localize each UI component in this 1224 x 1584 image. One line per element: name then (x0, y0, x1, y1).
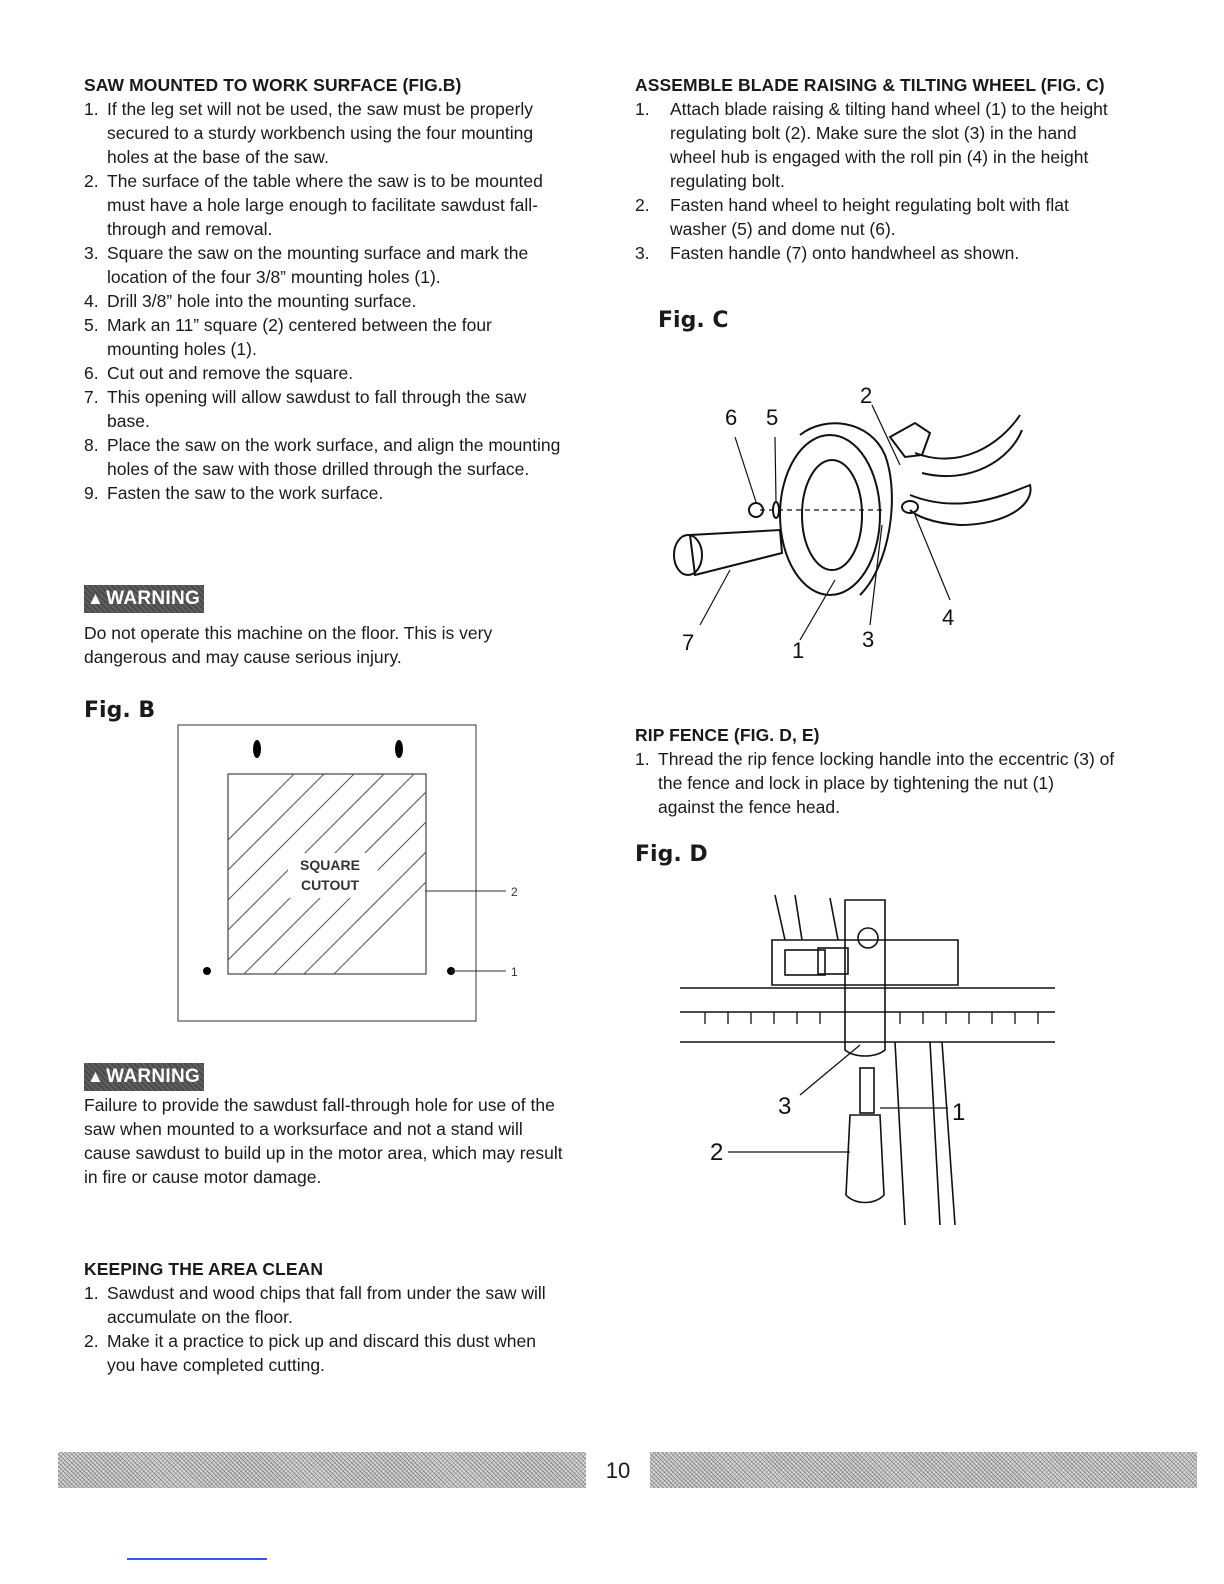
list-item: 3. Square the saw on the mounting surface and mark the location of the four 3/8” mounting holes (1). (84, 243, 529, 287)
list-item: 5. Mark an 11” square (2) centered between the four mounting holes (1). (84, 315, 492, 359)
footer-bar-right (650, 1452, 1197, 1488)
list-item: 6. Cut out and remove the square. (84, 363, 354, 383)
right-column (635, 74, 1115, 265)
callout-2: 2 (860, 383, 873, 408)
warning-badge: ▲ WARNING (84, 1063, 204, 1091)
list-item: 2. The surface of the table where the saw is to be mounted must have a hole large enough to facilitate sawdust fall-through and removal. (84, 171, 543, 239)
wheel-steps (635, 97, 1115, 265)
callout-7: 7 (682, 630, 695, 655)
mounting-hole (395, 740, 403, 758)
callout-1: 1 (792, 638, 805, 663)
mounting-hole (203, 967, 211, 975)
fig-b-diagram (170, 718, 540, 1028)
fence-body (845, 900, 885, 1056)
mounting-hole (253, 740, 261, 758)
page-number: 10 (605, 1458, 631, 1483)
link-underline (127, 1558, 267, 1560)
threaded-stud (860, 1068, 874, 1113)
callout-1: 1 (511, 965, 518, 979)
hand-wheel (780, 435, 880, 595)
list-item: 1. Thread the rip fence locking handle into the eccentric (3) of the fence and lock in place by tightening the nut (1) against the fence head. (635, 749, 1115, 817)
footer-bar-left (58, 1452, 586, 1488)
warning-triangle-icon: ▲ (87, 589, 105, 608)
list-item: 9. Fasten the saw to the work surface. (84, 483, 384, 503)
callout-2: 2 (511, 885, 518, 899)
warning-block-sawdust (84, 1063, 564, 1189)
list-item: 7. This opening will allow sawdust to fall through the saw base. (84, 387, 527, 431)
wheel-heading: ASSEMBLE BLADE RAISING & TILTING WHEEL (FIG. C) (635, 75, 1105, 95)
callout-4: 4 (942, 605, 955, 630)
list-item: 2. Make it a practice to pick up and discard this dust when you have completed cutting. (84, 1331, 536, 1375)
callout-5: 5 (766, 405, 779, 430)
list-item: 1. Attach blade raising & tilting hand wheel (1) to the height regulating bolt (2). Make sure the slot (3) in the hand wheel hub is engaged with the roll pin (4) in the height regulating bolt. (635, 99, 1108, 191)
fig-c-label: Fig. C (658, 308, 729, 333)
list-item: 3. Fasten handle (7) onto handwheel as shown. (635, 243, 1020, 263)
bolt-arm-lower (910, 485, 1031, 525)
list-item: 2. Fasten hand wheel to height regulating bolt with flat washer (5) and dome nut (6). (635, 195, 1069, 239)
knob (890, 423, 930, 457)
list-item: 1. If the leg set will not be used, the saw must be properly secured to a sturdy workbench using the four mounting holes at the base of the saw. (84, 99, 534, 167)
fig-b-label: Fig. B (84, 698, 156, 723)
rip-heading: RIP FENCE (FIG. D, E) (635, 725, 820, 745)
callout-1: 1 (952, 1099, 966, 1126)
list-item: 8. Place the saw on the work surface, and align the mounting holes of the saw with those drilled through the surface. (84, 435, 561, 479)
warning-text: Failure to provide the sawdust fall-through hole for use of the saw when mounted to a worksurface and not a stand will cause sawdust to build up in the motor area, which may result in fire or cause motor damage. (84, 1095, 563, 1187)
bolt-arm-upper (915, 415, 1020, 459)
list-item: 4. Drill 3/8” hole into the mounting surface. (84, 291, 417, 311)
clean-section (84, 1258, 564, 1377)
left-column (84, 74, 564, 505)
fig-d-label: Fig. D (635, 842, 708, 867)
list-item: 1. Sawdust and wood chips that fall from under the saw will accumulate on the floor. (84, 1283, 546, 1327)
clean-heading: KEEPING THE AREA CLEAN (84, 1259, 324, 1279)
callout-3: 3 (862, 627, 875, 652)
cutout-label-2: CUTOUT (300, 877, 360, 893)
warning-triangle-icon: ▲ (87, 1067, 105, 1086)
cutout-label-1: SQUARE (300, 857, 360, 873)
callout-2: 2 (710, 1139, 724, 1166)
clean-steps (84, 1281, 564, 1377)
rip-steps (635, 747, 1115, 819)
warning-text: Do not operate this machine on the floor. This is very dangerous and may cause serious injury. (84, 623, 493, 667)
warning-badge: ▲ WARNING (84, 585, 204, 613)
rip-fence-section (635, 724, 1115, 819)
locking-handle (846, 1115, 884, 1203)
callout-6: 6 (725, 405, 738, 430)
handle (690, 530, 782, 575)
warning-block-floor (84, 585, 564, 669)
mount-steps (84, 97, 564, 505)
callout-3: 3 (778, 1093, 792, 1120)
mount-heading: SAW MOUNTED TO WORK SURFACE (FIG.B) (84, 75, 462, 95)
fig-d-diagram (680, 890, 1060, 1230)
fig-c-diagram (660, 375, 1080, 665)
